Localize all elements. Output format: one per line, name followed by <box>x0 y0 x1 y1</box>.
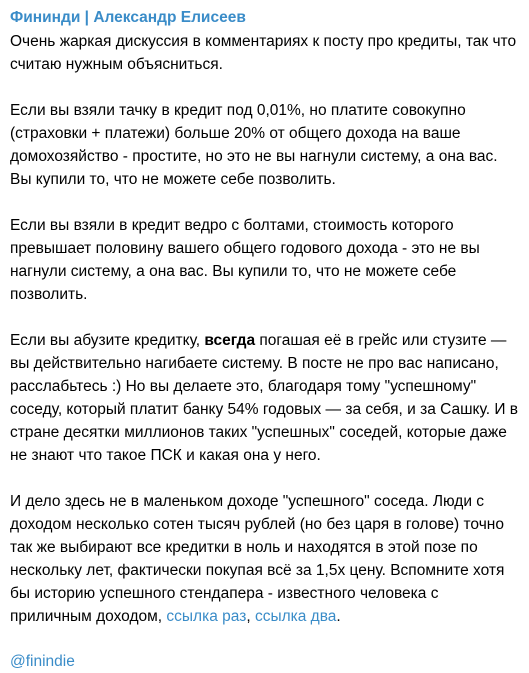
channel-handle-link[interactable]: @finindie <box>10 653 75 670</box>
paragraph-1: Очень жаркая дискуссия в комментариях к посту про кредиты, так что считаю нужным объясниться. <box>10 33 517 73</box>
message-text <box>10 30 519 673</box>
link-one[interactable]: ссылка раз <box>166 608 247 625</box>
paragraph-5-end: . <box>336 608 341 625</box>
paragraph-4-end: погашая её в грейс или стузите — вы действительно нагибаете систему. В посте не про вас написано, расслабьтесь :) Но вы делаете это, благодаря тому "успешному" соседу, который платит банку 54% годовых — за себя, и за Сашку. И в стране десятки миллионов таких "успешных" соседей, которые даже не знают что такое ПСК и какая она у него. <box>10 332 518 464</box>
paragraph-4-bold: всегда <box>204 332 256 349</box>
paragraph-2: Если вы взяли тачку в кредит под 0,01%, но платите совокупно (страховки + платежи) больше 20% от общего дохода на ваше домохозяйство - простите, но это не вы нагнули систему, а она вас. Вы купили то, что не можете себе позволить. <box>10 102 498 188</box>
paragraph-4-start: Если вы абузите кредитку, <box>10 332 205 349</box>
paragraph-5-text: И дело здесь не в маленьком доходе "успешного" соседа. Люди с доходом несколько сотен тысяч рублей (но без царя в голове) точно так же выбирают все кредитки в ноль и находятся в этой позе по нескольку лет, фактически покупая всё за 1,5х цену. Вспомните хотя бы историю успешного стендапера - известного человека с приличным доходом, <box>10 493 505 625</box>
link-separator: , <box>246 608 255 625</box>
paragraph-4 <box>10 329 519 467</box>
paragraph-5 <box>10 490 519 628</box>
channel-name[interactable]: Фининди | Александр Елисеев <box>10 9 246 26</box>
link-two[interactable]: ссылка два <box>254 608 337 625</box>
paragraph-3: Если вы взяли в кредит ведро с болтами, стоимость которого превышает половину вашего общего годового дохода - это не вы нагнули систему, а она вас. Вы купили то, что не можете себе позволить. <box>10 217 480 303</box>
